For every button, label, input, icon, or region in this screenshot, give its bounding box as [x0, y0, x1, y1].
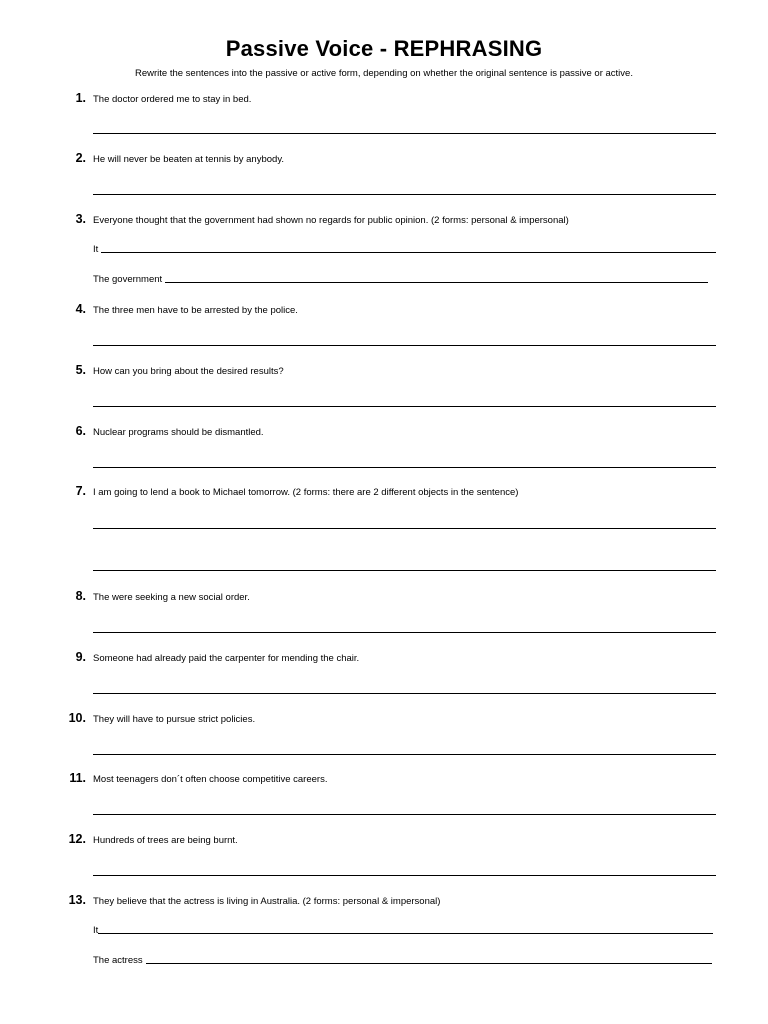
- item-number: 9.: [75, 650, 86, 664]
- item-sentence: The doctor ordered me to stay in bed.: [93, 94, 252, 105]
- answer-line[interactable]: [93, 406, 716, 407]
- item-sentence: He will never be beaten at tennis by anybody.: [93, 154, 284, 165]
- item-number: 5.: [75, 363, 86, 377]
- item-sentence: I am going to lend a book to Michael tomorrow. (2 forms: there are 2 different objects in the sentence): [93, 487, 519, 498]
- item-sentence: They believe that the actress is living in Australia. (2 forms: personal & impersonal): [93, 896, 441, 907]
- answer-prompt: The government: [93, 274, 163, 285]
- answer-line[interactable]: [93, 467, 716, 468]
- item-sentence: The three men have to be arrested by the police.: [93, 305, 298, 316]
- item-number: 12.: [68, 832, 86, 846]
- answer-prompt: It: [93, 244, 99, 255]
- answer-line[interactable]: [93, 632, 716, 633]
- item-number: 4.: [75, 302, 86, 316]
- item-sentence: Hundreds of trees are being burnt.: [93, 835, 238, 846]
- item-number: 6.: [75, 424, 86, 438]
- answer-line[interactable]: [93, 570, 716, 571]
- item-number: 8.: [75, 589, 86, 603]
- answer-line-it[interactable]: [93, 244, 716, 255]
- item-number: 2.: [75, 151, 86, 165]
- item-number: 13.: [68, 893, 86, 907]
- answer-line[interactable]: [93, 693, 716, 694]
- answer-rule[interactable]: [101, 252, 716, 253]
- answer-prompt: It: [93, 925, 99, 936]
- answer-line[interactable]: [93, 345, 716, 346]
- answer-line-actress[interactable]: [93, 955, 712, 966]
- item-number: 10.: [68, 711, 86, 725]
- answer-rule[interactable]: [98, 933, 713, 934]
- answer-rule[interactable]: [146, 963, 712, 964]
- item-number: 7.: [75, 484, 86, 498]
- item-sentence: Everyone thought that the government had shown no regards for public opinion. (2 forms: personal & impersonal): [93, 215, 569, 226]
- item-sentence: The were seeking a new social order.: [93, 592, 250, 603]
- item-sentence: Nuclear programs should be dismantled.: [93, 427, 264, 438]
- answer-line-it[interactable]: [93, 925, 713, 936]
- item-number: 3.: [75, 212, 86, 226]
- item-sentence: Someone had already paid the carpenter for mending the chair.: [93, 653, 360, 664]
- answer-rule[interactable]: [165, 282, 708, 283]
- page-title: Passive Voice - REPHRASING: [225, 36, 543, 61]
- item-sentence: Most teenagers don´t often choose competitive careers.: [93, 774, 328, 785]
- item-sentence: How can you bring about the desired results?: [93, 366, 284, 377]
- instructions-text: Rewrite the sentences into the passive or active form, depending on whether the original sentence is passive or active.: [135, 68, 633, 79]
- answer-line-government[interactable]: [93, 274, 708, 285]
- answer-line[interactable]: [93, 754, 716, 755]
- answer-prompt: The actress: [93, 955, 143, 966]
- item-number: 11.: [69, 771, 86, 785]
- answer-line[interactable]: [93, 875, 716, 876]
- answer-line[interactable]: [93, 133, 716, 134]
- answer-line[interactable]: [93, 528, 716, 529]
- answer-line[interactable]: [93, 194, 716, 195]
- item-number: 1.: [75, 91, 86, 105]
- answer-line[interactable]: [93, 814, 716, 815]
- item-sentence: They will have to pursue strict policies.: [93, 714, 256, 725]
